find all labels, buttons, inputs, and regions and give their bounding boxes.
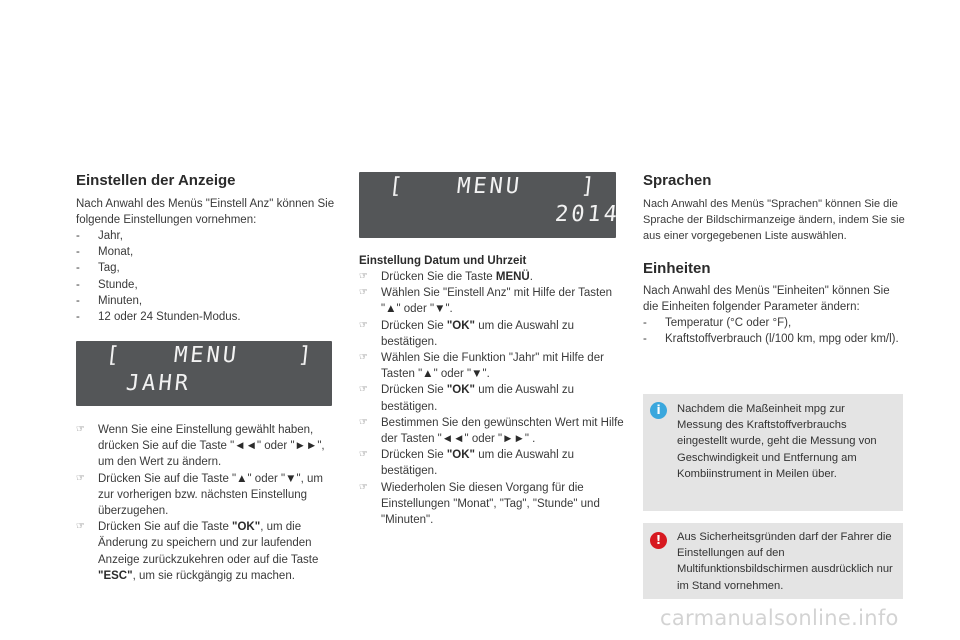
list-item: - Monat, bbox=[76, 244, 338, 260]
warning-note bbox=[643, 523, 903, 599]
step-item: ☞ Drücken Sie "OK" um die Auswahl zu bestätigen. bbox=[359, 319, 575, 348]
display-bracket-left: [ bbox=[104, 343, 124, 368]
list-item: - Minuten, bbox=[76, 293, 338, 309]
display-value: 2014 bbox=[553, 202, 622, 227]
step-item: ☞ Bestimmen Sie den gewünschten Wert mit Hilfe der Tasten "◄◄" oder "►►" . bbox=[359, 416, 624, 446]
pointer-icon: ☞ bbox=[359, 449, 368, 461]
pointer-icon: ☞ bbox=[359, 416, 368, 428]
list-item: - Tag, bbox=[76, 260, 338, 276]
step-item: ☞ Wiederholen Sie diesen Vorgang für die Einstellungen "Monat", "Tag", "Stunde" und "Minuten". bbox=[359, 481, 600, 527]
list-item: - Jahr, bbox=[76, 228, 338, 244]
display-menu-label: MENU bbox=[172, 343, 241, 368]
pointer-icon: ☞ bbox=[76, 521, 85, 533]
display-value: JAHR bbox=[124, 371, 193, 396]
display-bracket-left: [ bbox=[387, 174, 407, 199]
info-note-text: Nachdem die Maßeinheit mpg zur Messung des Kraftstoffverbrauchs eingestellt wurde, geht die Messung von Geschwindigkeit und Entfernung am Kombiinstrument in Meilen über. bbox=[677, 403, 877, 480]
pointer-icon: ☞ bbox=[76, 424, 85, 435]
step-item: ☞ Wenn Sie eine Einstellung gewählt haben, drücken Sie auf die Taste "◄◄" oder "►►", um den Wert zu ändern. bbox=[76, 424, 325, 469]
step-item: ☞ Drücken Sie auf die Taste "▲" oder "▼", um zur vorherigen bzw. nächsten Einstellung überzugehen. bbox=[76, 472, 323, 518]
pointer-icon: ☞ bbox=[359, 287, 368, 299]
display-screen-2014 bbox=[359, 172, 622, 238]
einheiten-text: Nach Anwahl des Menüs "Einheiten" können Sie die Einheiten folgender Parameter ändern: bbox=[643, 285, 890, 314]
info-icon: i bbox=[650, 402, 667, 419]
pointer-icon: ☞ bbox=[359, 319, 368, 331]
display-bracket-right: ] bbox=[296, 343, 316, 368]
pointer-icon: ☞ bbox=[359, 481, 368, 493]
step-item: ☞ Drücken Sie "OK" um die Auswahl zu bestätigen. bbox=[359, 384, 575, 413]
section-title-einheiten: Einheiten bbox=[643, 260, 711, 277]
step-item: ☞ Drücken Sie auf die Taste "OK", um die Änderung zu speichern und zur laufenden Anzeige zurückzukehren oder auf die Taste "ESC", um sie rückgängig zu machen. bbox=[76, 521, 319, 582]
list-item: - 12 oder 24 Stunden-Modus. bbox=[76, 309, 338, 325]
info-note bbox=[643, 394, 903, 511]
warning-note-text: Aus Sicherheitsgründen darf der Fahrer die Einstellungen auf den Multifunktionsbildschirmen ausdrücklich nur im Stand vornehmen. bbox=[677, 531, 893, 592]
subtitle-datum-uhrzeit: Einstellung Datum und Uhrzeit bbox=[359, 255, 527, 267]
step-item: ☞ Wählen Sie "Einstell Anz" mit Hilfe der Tasten "▲" oder "▼". bbox=[359, 287, 613, 316]
pointer-icon: ☞ bbox=[359, 352, 368, 364]
display-screen-jahr bbox=[76, 341, 332, 406]
step-item: ☞ Drücken Sie "OK" um die Auswahl zu bestätigen. bbox=[359, 449, 575, 478]
step-item: ☞ Drücken Sie die Taste MENÜ. bbox=[359, 269, 624, 285]
display-bracket-right: ] bbox=[579, 174, 599, 199]
warning-icon: ! bbox=[650, 532, 667, 549]
step-item: ☞ Wählen Sie die Funktion "Jahr" mit Hilfe der Tasten "▲" oder "▼". bbox=[359, 352, 604, 381]
middle-steps bbox=[359, 269, 624, 528]
watermark: carmanualsonline.info bbox=[660, 606, 899, 630]
sprachen-text: Nach Anwahl des Menüs "Sprachen" können Sie die Sprache der Bildschirmanzeige ändern, indem Sie sie aus einer vorgegebenen Liste auswählen. bbox=[643, 198, 905, 243]
pointer-icon: ☞ bbox=[359, 384, 368, 396]
section-title-einstellen: Einstellen der Anzeige bbox=[76, 172, 236, 189]
pointer-icon: ☞ bbox=[76, 472, 85, 484]
left-steps bbox=[76, 422, 340, 584]
list-item: - Kraftstoffverbrauch (l/100 km, mpg oder km/l). bbox=[643, 331, 905, 347]
settings-list bbox=[76, 228, 338, 325]
section-title-sprachen: Sprachen bbox=[643, 172, 712, 189]
einheiten-list bbox=[643, 315, 905, 347]
intro-text: Nach Anwahl des Menüs "Einstell Anz" können Sie folgende Einstellungen vornehmen: bbox=[76, 198, 335, 227]
display-menu-label: MENU bbox=[455, 174, 524, 199]
list-item: - Temperatur (°C oder °F), bbox=[643, 315, 905, 331]
pointer-icon: ☞ bbox=[359, 271, 368, 282]
list-item: - Stunde, bbox=[76, 277, 338, 293]
